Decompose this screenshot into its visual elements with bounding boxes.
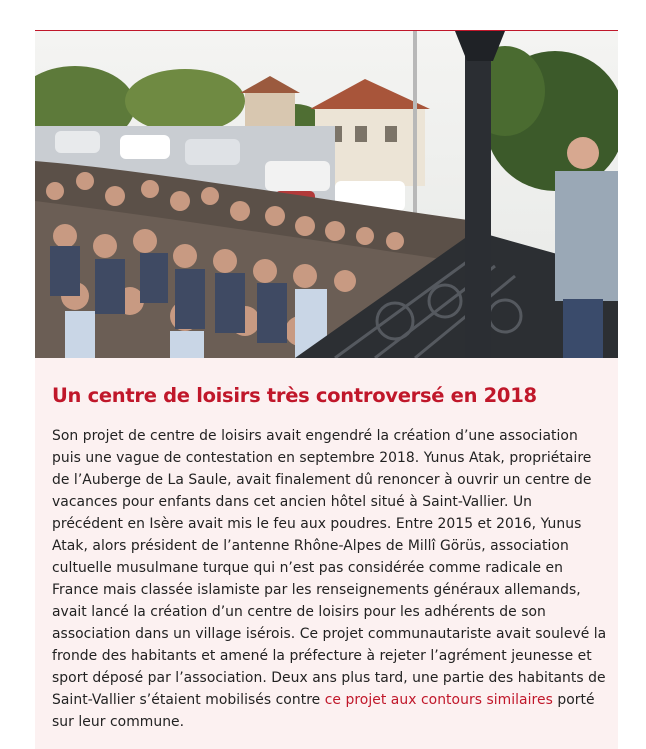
- paragraph-text: Son projet de centre de loisirs avait engendré la création d’une association puis une vague de contestation en septembre 2018. Yunus Atak, propriétaire de l’Auberge de La Saule, avait finalement dû renoncer à ouvrir un centre de vacances pour enfants dans cet ancien hôtel situé à Saint-Vallier. Un précédent en Isère avait mis le feu aux poudres. Entre 2015 et 2016, Yunus Atak, alors président de l’antenne Rhône-Alpes de Millî Görüs, association cultuelle musulmane turque qui n’est pas considérée comme radicale en France mais classée islamiste par les renseignements généraux allemands, avait lancé la création d’un centre de loisirs pour les adhérents de son association dans un village isérois. Ce projet communautariste avait soulevé la fronde des habitants et amené la préfecture à rejeter l’agrément jeunesse et sport déposé par l’association. Deux ans plus tard, une partie des habitants de Saint-Vallier s’étaient mobilisés contre: [52, 428, 607, 708]
- headline: Un centre de loisirs très controversé en 2018: [52, 384, 537, 407]
- crowd-photo-illustration: [35, 31, 618, 358]
- paragraph-text-end: porté sur leur commune.: [52, 692, 595, 730]
- similar-project-link[interactable]: ce projet aux contours similaires: [324, 692, 553, 708]
- article-photo: [35, 31, 618, 358]
- article-paragraph: [52, 425, 607, 733]
- sidebar-box: [35, 358, 618, 749]
